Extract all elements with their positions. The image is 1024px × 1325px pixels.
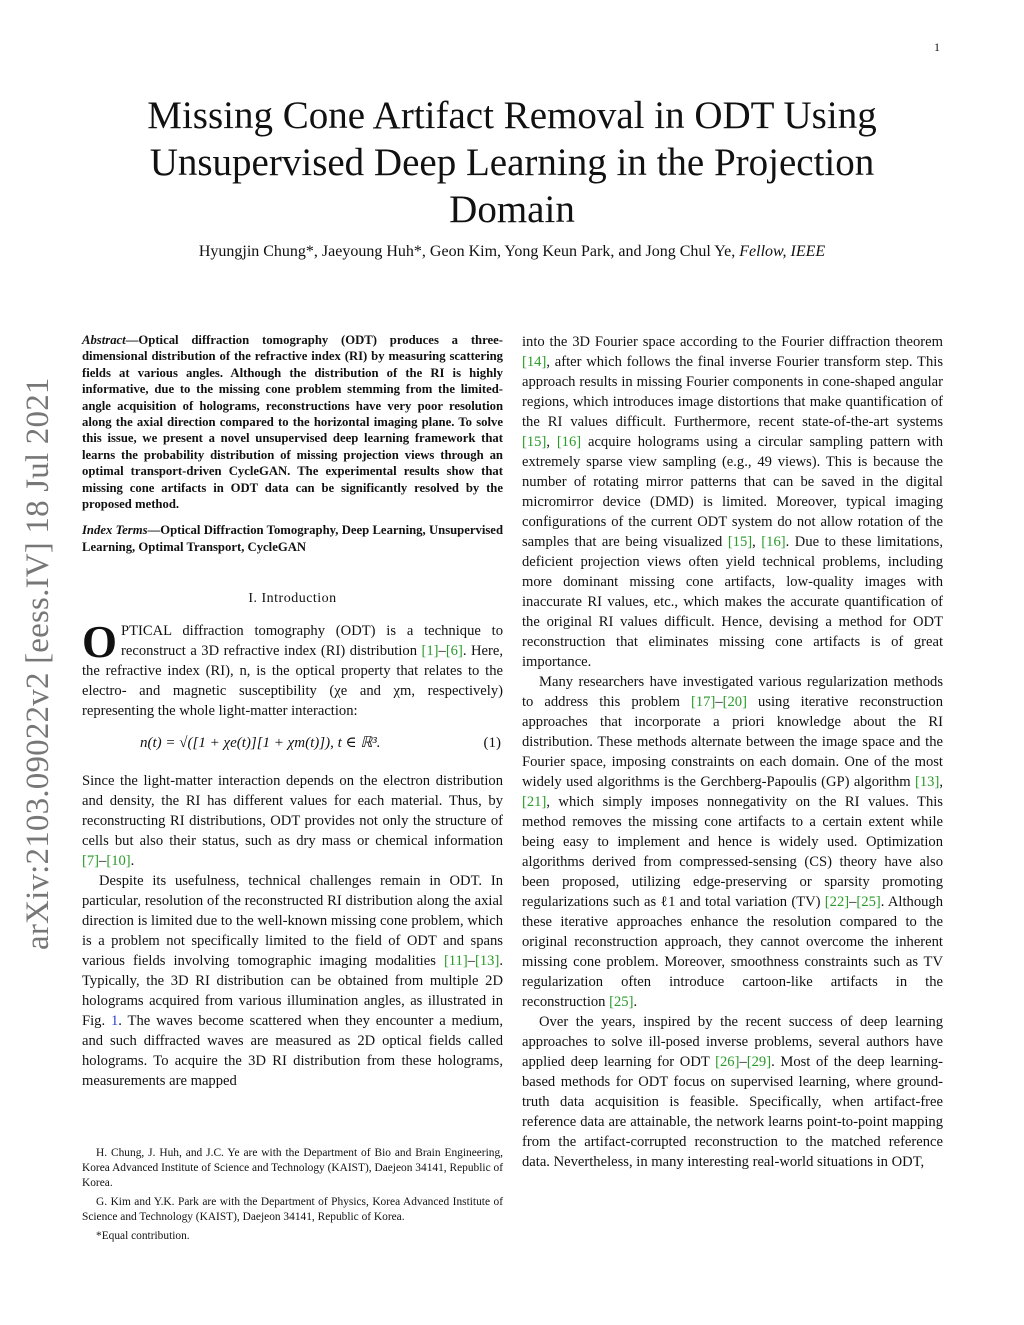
equation-expression: n(t) = √([1 + χe(t)][1 + χm(t)]), t ∈ ℝ³.	[140, 735, 381, 752]
citation-link[interactable]: [13]	[475, 953, 500, 970]
citation-link[interactable]: [15]	[727, 534, 753, 550]
footnote-affiliation-2: G. Kim and Y.K. Park are with the Department of Physics, Korea Advanced Institute of Science and Technology (KAIST), Daejeon 34141, Republic of Korea.	[82, 1196, 503, 1223]
right-column	[522, 332, 943, 1172]
citation-link[interactable]: [11]	[443, 953, 468, 970]
right-paragraph-3: Over the years, inspired by the recent success of deep learning approaches to solve ill-posed inverse problems, several authors have applied deep learning for ODT [26]–[29]. Most of the deep learning-based methods for ODT focus on supervised learning, where ground-truth data acquisition is feasible. Specifically, when artifact-free reference data are attainable, the network learns point-to-point mapping from the artifact-corrupted reconstruction to the matched reference data. Nevertheless, in many interesting real-world situations in ODT,	[522, 1014, 943, 1170]
author-list	[110, 243, 914, 261]
citation-link[interactable]: [15]	[522, 434, 547, 450]
figure-link[interactable]: 1	[110, 1013, 119, 1030]
right-paragraph-2: Many researchers have investigated various regularization methods to address this problem [17]–[20] using iterative reconstruction approaches that incorporate a priori knowledge about the RI distribution. These methods alternate between the image space and the Fourier space, imposing constraints on each domain. One of the most widely used algorithms is the Gerchberg-Papoulis (GP) algorithm [13], [21], which simply imposes nonnegativity on the RI values. This method removes the missing cone artifacts to a certain extent while being easy to implement and hence is widely used. Optimization algorithms derived from compressed-sensing (CS) theory have also been proposed, utilizing edge-preserving or sparsity promoting regularizations such as ℓ1 and total variation (TV) [22]–[25]. Although these iterative approaches enhance the resolution compared to the original reconstruction approach, they cannot overcome the inherent missing cone problem. Moreover, smoothness constraints such as TV regularization often introduce cartoon-like artifacts in the reconstruction [25].	[522, 674, 944, 1010]
citation-link[interactable]: [26]	[715, 1054, 740, 1070]
citation-link[interactable]: [17]	[691, 694, 716, 710]
equation-1	[82, 727, 503, 765]
arxiv-identifier: arXiv:2103.09022v2 [eess.IV] 18 Jul 2021	[20, 377, 56, 950]
citation-link[interactable]: [16]	[556, 434, 582, 450]
citation-link[interactable]: [10]	[106, 853, 131, 870]
index-terms-text: —Optical Diffraction Tomography, Deep Learning, Unsupervised Learning, Optimal Transport, CycleGAN	[82, 523, 503, 554]
paper-title: Missing Cone Artifact Removal in ODT Using Unsupervised Deep Learning in the Projection Domain	[147, 94, 877, 231]
intro-paragraph-1: OPTICAL diffraction tomography (ODT) is a technique to reconstruct a 3D refractive index (RI) distribution [1]–[6]. Here, the refractive index (RI), n, is the optical property that relates to the electro- and magnetic susceptibility (χe and χm, respectively) representing the whole light-matter interaction:	[82, 617, 503, 720]
left-column	[82, 332, 503, 1091]
equation-number: (1)	[483, 735, 501, 752]
citation-link[interactable]: [29]	[746, 1054, 772, 1070]
citation-link[interactable]: [21]	[522, 794, 547, 810]
footnotes	[82, 1146, 503, 1248]
citation-link[interactable]: [25]	[856, 894, 881, 910]
abstract-text: —Optical diffraction tomography (ODT) produces a three-dimensional distribution of the refractive index (RI) by measuring scattering fields at various angles. Although the distribution of the RI is highly informative, due to the missing cone problem stemming from the limited-angle acquisition of holograms, reconstructions have very poor resolution along the axial direction compared to the horizontal imaging plane. To solve this issue, we present a novel unsupervised deep learning framework that learns the probability distribution of missing projection views through an optimal transport-driven CycleGAN. The experimental results show that missing cone artifacts in ODT data can be significantly resolved by the proposed method.	[82, 333, 503, 512]
abstract-lead: Abstract	[82, 333, 126, 347]
citation-link[interactable]: [20]	[722, 694, 747, 710]
dropcap-letter: O	[82, 617, 118, 668]
citation-link[interactable]: [1]	[421, 643, 439, 660]
index-terms	[82, 522, 503, 555]
intro-paragraph-3: Despite its usefulness, technical challenges remain in ODT. In particular, resolution of the reconstructed RI distribution along the axial direction is limited due to the well-known missing cone problem, which is a problem not specifically limited to the field of ODT and spans various fields involving tomographic imaging modalities [11]–[13]. Typically, the 3D RI distribution can be obtained from multiple 2D holograms acquired from various illumination angles, as illustrated in Fig. 1. The waves become scattered when they encounter a medium, and such diffracted waves are measured as 2D optical fields called holograms. To acquire the 3D RI distribution from these holograms, measurements are mapped	[82, 873, 504, 1090]
intro-paragraph-2: Since the light-matter interaction depends on the electron distribution and density, the RI has different values for each material. Thus, by reconstructing RI distributions, ODT provides not only the structure of cells but also their status, such as dry mass or chemical information [7]–[10].	[82, 773, 503, 870]
citation-link[interactable]: [14]	[522, 354, 547, 370]
citation-link[interactable]: [13]	[915, 774, 940, 790]
author-names: Hyungjin Chung*, Jaeyoung Huh*, Geon Kim, Yong Keun Park, and Jong Chul Ye,	[198, 243, 736, 260]
citation-link[interactable]: [16]	[761, 534, 786, 550]
index-terms-lead: Index Terms	[82, 523, 148, 538]
section-heading: I. Introduction	[248, 591, 337, 607]
citation-link[interactable]: [22]	[824, 894, 850, 910]
citation-link[interactable]: [6]	[445, 643, 463, 660]
right-paragraph-1: into the 3D Fourier space according to the Fourier diffraction theorem [14], after which follows the final inverse Fourier transform step. This approach results in missing Fourier components in cone-shaped angular regions, which introduces image distortions that make quantification of the RI values difficult. Furthermore, recent state-of-the-art systems [15], [16] acquire holograms using a circular sampling pattern with extremely sparse view sampling (e.g., 49 views). This is because the number of rotating mirror patterns that can be saved in the digital micromirror device (DMD) is limited. Moreover, typical imaging configurations of the current ODT system do not allow rotation of the samples that are being visualized [15], [16]. Due to these limitations, deficient projection views often yield technical problems, including more dominant missing cone artifacts, low-quality images with inaccurate RI values, etc., which makes the accurate quantification of the original RI values difficult. Hence, devising a method for ODT reconstruction that eliminates missing cone artifacts is of great importance.	[522, 334, 944, 670]
page-number: 1	[934, 40, 940, 54]
abstract	[82, 332, 503, 512]
footnote-affiliation-1: H. Chung, J. Huh, and J.C. Ye are with the Department of Bio and Brain Engineering, Korea Advanced Institute of Science and Technology (KAIST), Daejeon 34141, Republic of Korea.	[82, 1147, 503, 1189]
citation-link[interactable]: [7]	[82, 853, 100, 870]
footnote-equal-contribution: *Equal contribution.	[96, 1230, 190, 1242]
citation-link[interactable]: [25]	[609, 994, 634, 1010]
author-fellow: Fellow, IEEE	[739, 243, 826, 260]
